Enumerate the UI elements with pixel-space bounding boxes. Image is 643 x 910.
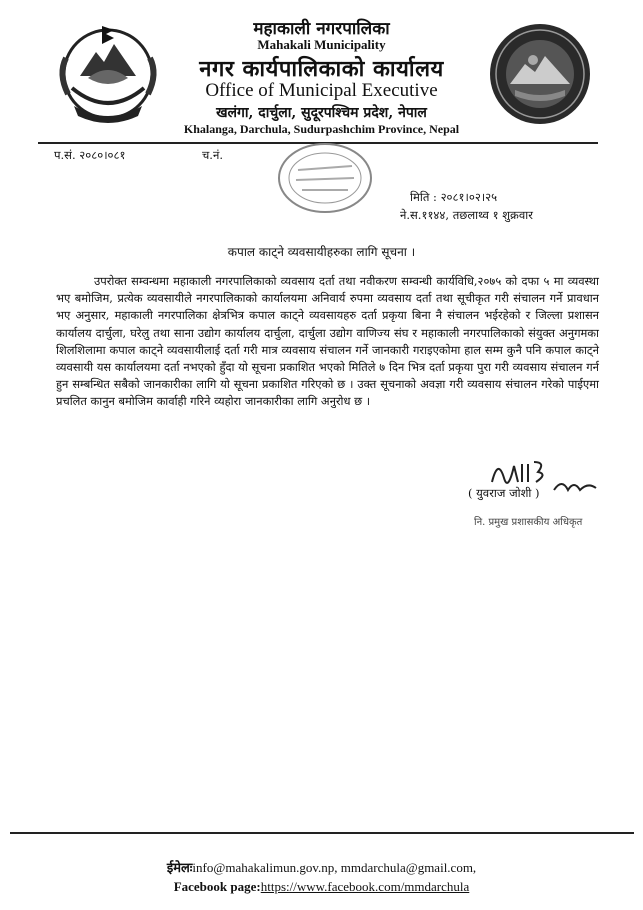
notice-body: उपरोक्त सम्वन्धमा महाकाली नगरपालिकाको व्यवसाय दर्ता तथा नवीकरण सम्वन्धी कार्यविधि,२०७५ को दफा ५ मा व्यवस्था भए बमोजिम, प्रत्येक व्यवसायीले नगरपालिकाको कार्यालयमा अनिवार्य रुपमा व्यवसाय दर्ता तथा सूचीकृत गरी संचालन गर्ने प्रावधान भए अनुसार, महाकाली नगरपालिका क्षेत्रभित्र कपाल काट्ने व्यवसायहरु दर्ता प्रकृया बिना नै संचालन भईरहेको र जिल्ला प्रशासन कार्यालय दार्चुला, घरेलु तथा साना उद्योग कार्यालय दार्चुला, दार्चुला उद्योग वाणिज्य संघ र महाकाली नगरपालिकाको संयुक्त अनुगमका शिलशिलामा कपाल काट्ने व्यवसायीलाई दर्ता गरी मात्र व्यवसाय संचालन गर्ने जानकारी गराइएकोमा हाल सम्म कुनै पनि कपाल काट्ने व्यवसायी यस कार्यालयमा दर्ता नभएको हुँदा यो सूचना प्रकाशित भएको मितिले ७ दिन भित्र दर्ता प्रकृया पुरा गरी व्यवसाय संचालन गर्न हुन सम्बन्धित सबैको जानकारीका लागि यो सूचना प्रकाशित गरिएको छ । उक्त सूचनाको अवज्ञा गरी व्यवसाय संचालन गरेको पाईएमा प्रचलित कानुन बमोजिम कार्वाही गरिने व्यहोरा जानकारीका लागि अनुरोध छ ।	[56, 274, 599, 409]
header-line-english-address: Khalanga, Darchula, Sudurpashchim Province, Nepal	[183, 122, 460, 136]
header-line-nepali-municipality: महाकाली नगरपालिका	[253, 19, 390, 39]
footer-divider	[10, 832, 634, 834]
header-line-nepali-office: नगर कार्यपालिकाको कार्यालय	[199, 56, 444, 82]
signer-title: नि. प्रमुख प्रशासकीय अधिकृत	[474, 517, 583, 528]
footer-email	[0, 858, 643, 876]
dispatch-number: च.नं.	[202, 148, 223, 162]
header-line-english-office: Office of Municipal Executive	[205, 80, 438, 101]
header-line-nepali-address: खलंगा, दार्चुला, सुदूरपश्चिम प्रदेश, नेपाल	[216, 105, 427, 121]
nepal-sambat-date: ने.स.११४४, तछलाथ्व १ शुक्रवार	[400, 208, 533, 222]
header-line-english-municipality: Mahakali Municipality	[257, 37, 386, 52]
reference-number: प.सं. २०८०।०८१	[54, 148, 126, 162]
footer-facebook	[0, 879, 643, 895]
email-link[interactable]: info@mahakalimun.gov.np, mmdarchula@gmail.com,	[192, 860, 477, 875]
received-stamp-icon	[276, 140, 374, 216]
notice-subject: कपाल काट्ने व्यवसायीहरुका लागि सूचना ।	[227, 245, 416, 259]
facebook-link[interactable]: https://www.facebook.com/mmdarchula	[260, 879, 470, 894]
email-label: ईमेलः	[166, 860, 193, 875]
signer-name: ( युवराज जोशी )	[468, 486, 540, 500]
date-line: मिति : २०८१।०२।२५	[410, 190, 498, 204]
facebook-label: Facebook page:	[173, 879, 261, 894]
